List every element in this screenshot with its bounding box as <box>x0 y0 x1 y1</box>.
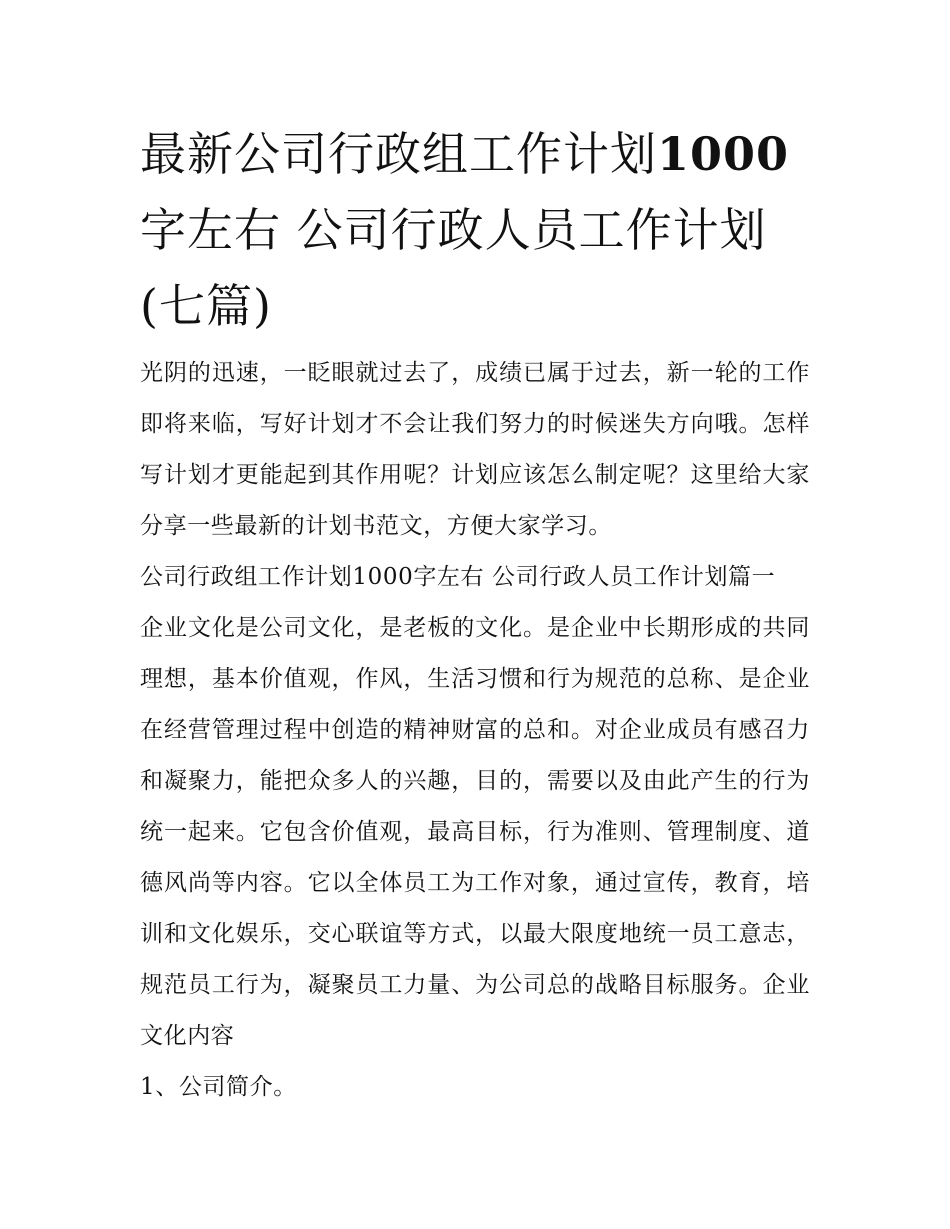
title-line-1-number: 1000 <box>657 127 790 181</box>
title-line-2: 字左右 公司行政人员工作计划 <box>140 203 767 257</box>
section-heading: 公司行政组工作计划1000字左右 公司行政人员工作计划篇一 <box>140 564 776 590</box>
list-item: 1、公司简介。 <box>140 1074 297 1100</box>
document-title <box>140 116 810 344</box>
title-line-3: (七篇) <box>140 279 272 333</box>
body-paragraph: 企业文化是公司文化，是老板的文化。是企业中长期形成的共同理想，基本价值观，作风，生活习惯和行为规范的总称、是企业在经营管理过程中创造的精神财富的总和。对企业成员有感召力和凝聚力，能把众多人的兴趣，目的，需要以及由此产生的行为统一起来。它包含价值观，最高目标，行为准则、管理制度、道德风尚等内容。它以全体员工为工作对象，通过宣传，教育，培训和文化娱乐，交心联谊等方式，以最大限度地统一员工意志，规范员工行为，凝聚员工力量、为公司总的战略目标服务。企业文化内容 <box>140 615 810 1049</box>
document-content <box>140 116 810 1113</box>
intro-paragraph: 光阴的迅速，一眨眼就过去了，成绩已属于过去，新一轮的工作即将来临，写好计划才不会让我们努力的时候迷失方向哦。怎样写计划才更能起到其作用呢？计划应该怎么制定呢？这里给大家分享一些最新的计划书范文，方便大家学习。 <box>140 360 810 539</box>
title-line-1: 最新公司行政组工作计划 <box>140 127 657 181</box>
